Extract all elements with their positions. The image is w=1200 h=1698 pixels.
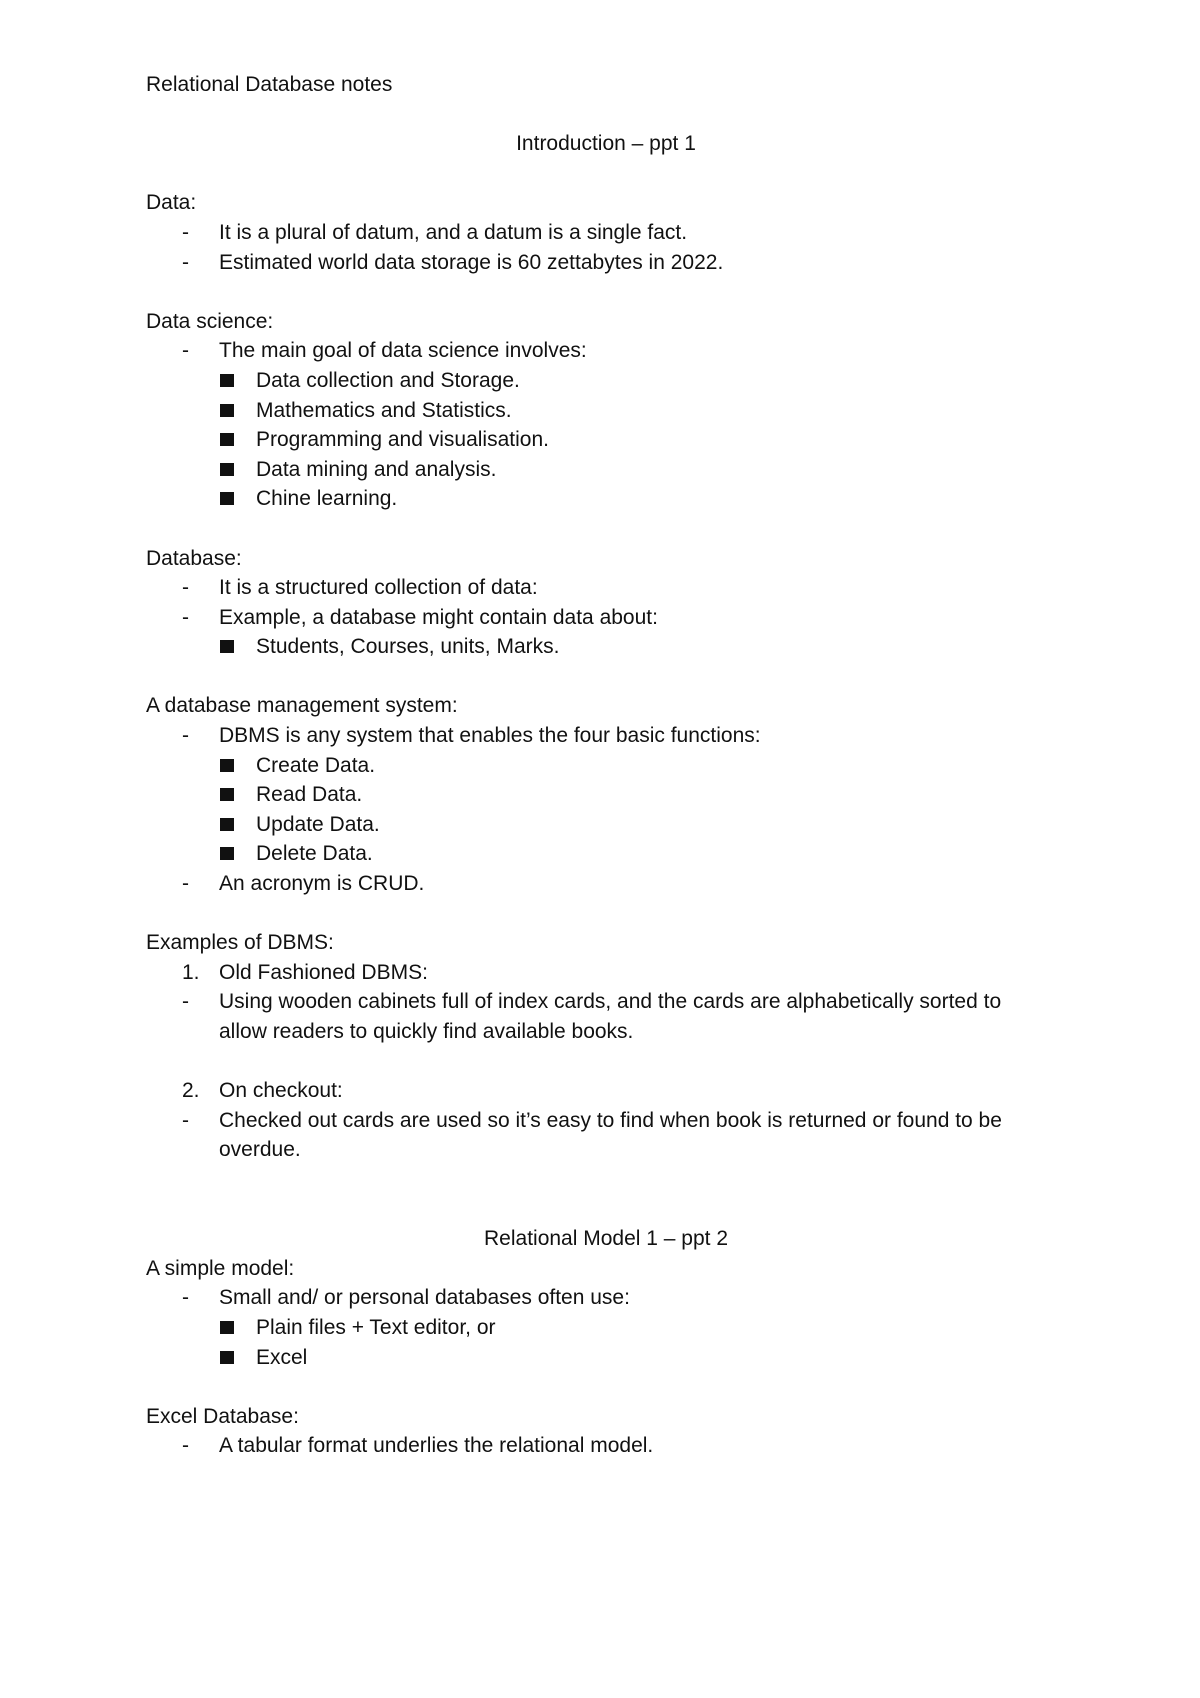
document-body bbox=[146, 70, 1066, 1461]
dash-marker: - bbox=[182, 220, 189, 244]
dash-marker: - bbox=[182, 339, 189, 363]
list-item: - DBMS is any system that enables the four basic functions: bbox=[146, 721, 1066, 751]
bullet-item: Update Data. bbox=[146, 810, 1066, 840]
bullet-item: Students, Courses, units, Marks. bbox=[146, 632, 1066, 662]
list-item: - Checked out cards are used so it’s easy to find when book is returned or found to be bbox=[146, 1106, 1066, 1136]
list-item: - It is a structured collection of data: bbox=[146, 573, 1066, 603]
numbered-item: 1. Old Fashioned DBMS: bbox=[146, 958, 1066, 988]
square-bullet-icon bbox=[220, 640, 234, 653]
number-marker: 2. bbox=[182, 1079, 200, 1103]
square-bullet-icon bbox=[220, 1321, 234, 1334]
square-bullet-icon bbox=[220, 404, 234, 417]
bullet-item: Delete Data. bbox=[146, 839, 1066, 869]
dash-marker: - bbox=[182, 1286, 189, 1310]
dash-marker: - bbox=[182, 1108, 189, 1132]
bullet-item: Read Data. bbox=[146, 780, 1066, 810]
bullet-item: Programming and visualisation. bbox=[146, 425, 1066, 455]
dash-marker: - bbox=[182, 724, 189, 748]
square-bullet-icon bbox=[220, 374, 234, 387]
bullet-item: Data mining and analysis. bbox=[146, 455, 1066, 485]
data-science-label: Data science: bbox=[146, 309, 274, 333]
bullet-item: Chine learning. bbox=[146, 484, 1066, 514]
dash-marker: - bbox=[182, 1434, 189, 1458]
list-item: - An acronym is CRUD. bbox=[146, 869, 1066, 899]
dash-marker: - bbox=[182, 605, 189, 629]
list-item: - Example, a database might contain data about: bbox=[146, 603, 1066, 633]
dash-marker: - bbox=[182, 990, 189, 1014]
number-marker: 1. bbox=[182, 960, 200, 984]
document-title: Relational Database notes bbox=[146, 73, 393, 96]
square-bullet-icon bbox=[220, 818, 234, 831]
bullet-item: Create Data. bbox=[146, 751, 1066, 781]
list-item: - Small and/ or personal databases often use: bbox=[146, 1283, 1066, 1313]
dash-marker: - bbox=[182, 250, 189, 274]
simple-model-label: A simple model: bbox=[146, 1256, 295, 1280]
list-item-continuation: allow readers to quickly find available books. bbox=[219, 1020, 634, 1043]
list-item-continuation: overdue. bbox=[219, 1138, 301, 1162]
list-item: - The main goal of data science involves: bbox=[146, 336, 1066, 366]
square-bullet-icon bbox=[220, 847, 234, 860]
list-item: - Using wooden cabinets full of index cards, and the cards are alphabetically sorted to bbox=[146, 987, 1066, 1017]
bullet-item: Excel bbox=[146, 1343, 1066, 1373]
square-bullet-icon bbox=[220, 759, 234, 772]
list-item: - Estimated world data storage is 60 zettabytes in 2022. bbox=[146, 248, 1066, 278]
bullet-item: Data collection and Storage. bbox=[146, 366, 1066, 396]
numbered-item: 2. On checkout: bbox=[146, 1076, 1066, 1106]
square-bullet-icon bbox=[220, 492, 234, 505]
square-bullet-icon bbox=[220, 463, 234, 476]
data-label: Data: bbox=[146, 191, 197, 215]
list-item: - A tabular format underlies the relational model. bbox=[146, 1431, 1066, 1461]
bullet-item: Mathematics and Statistics. bbox=[146, 396, 1066, 426]
excel-database-label: Excel Database: bbox=[146, 1404, 299, 1428]
section-heading-introduction: Introduction – ppt 1 bbox=[516, 132, 696, 156]
database-label: Database: bbox=[146, 546, 242, 570]
list-item: - It is a plural of datum, and a datum is a single fact. bbox=[146, 218, 1066, 248]
square-bullet-icon bbox=[220, 433, 234, 446]
square-bullet-icon bbox=[220, 1351, 234, 1364]
bullet-item: Plain files + Text editor, or bbox=[146, 1313, 1066, 1343]
square-bullet-icon bbox=[220, 788, 234, 801]
examples-label: Examples of DBMS: bbox=[146, 931, 334, 955]
dbms-label: A database management system: bbox=[146, 694, 458, 718]
section-heading-relational-model: Relational Model 1 – ppt 2 bbox=[484, 1227, 728, 1251]
dash-marker: - bbox=[182, 576, 189, 600]
dash-marker: - bbox=[182, 872, 189, 896]
